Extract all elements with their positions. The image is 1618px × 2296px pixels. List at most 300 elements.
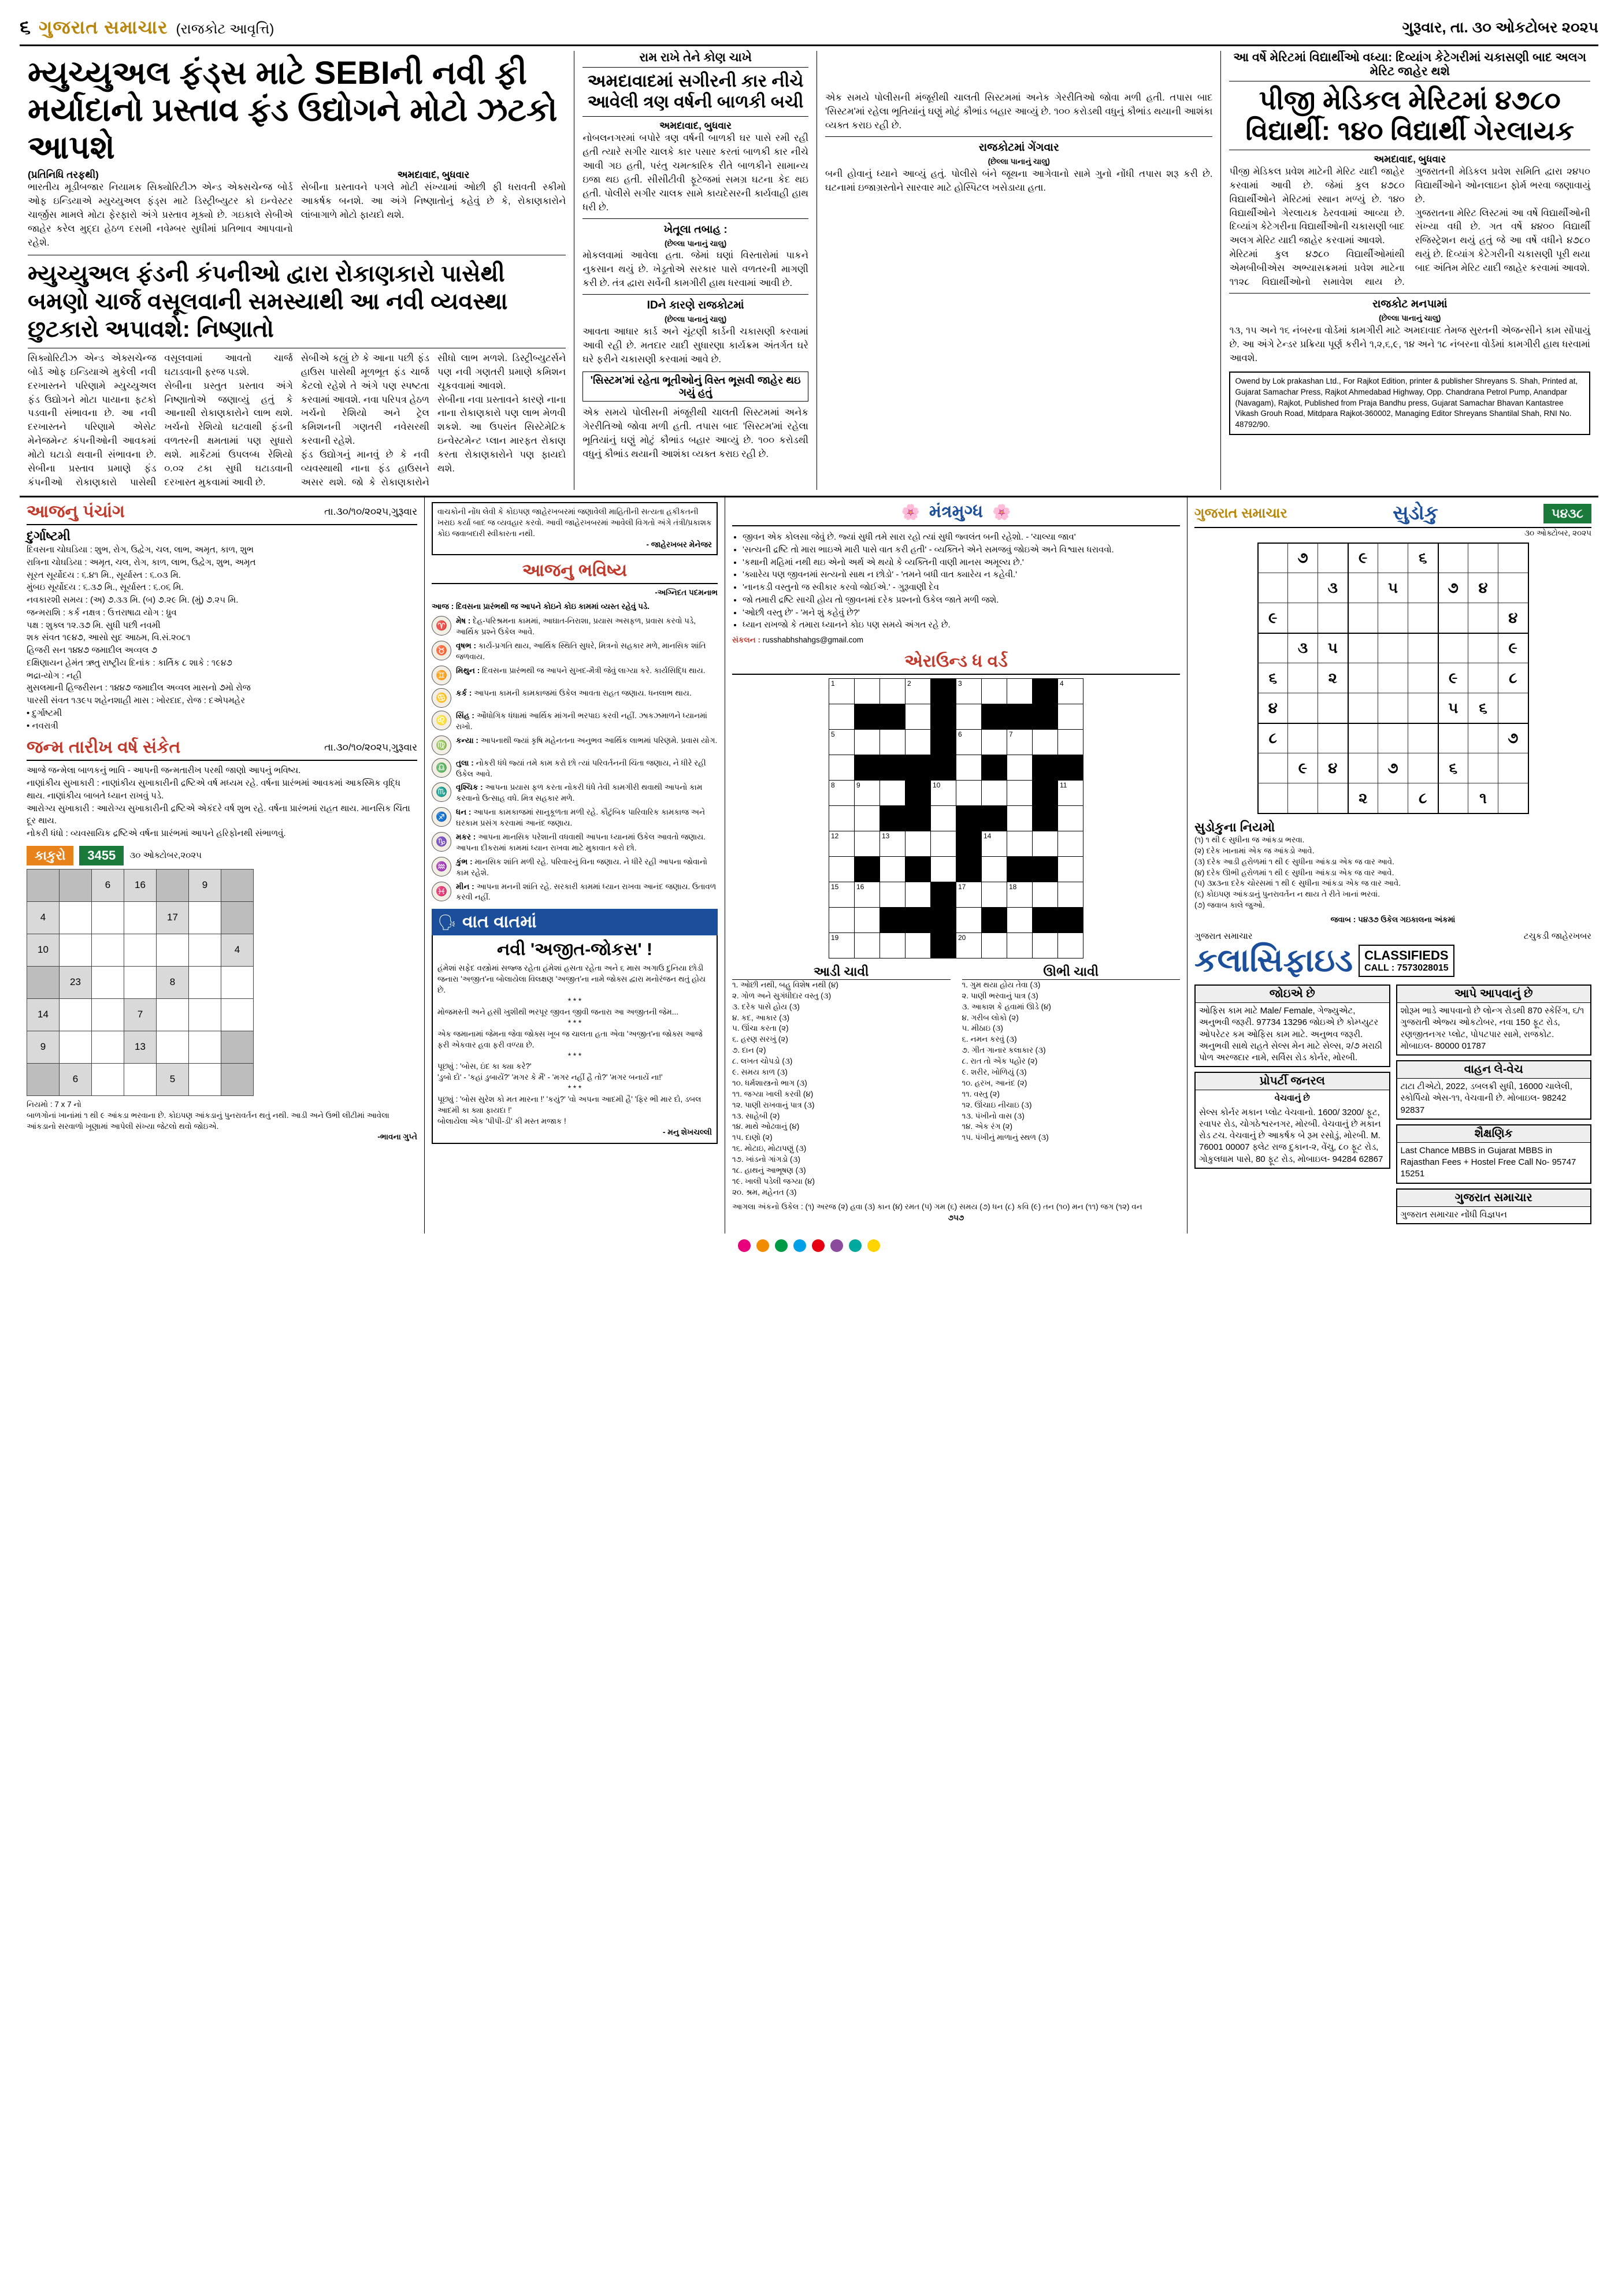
sudoku-cell[interactable]: ૩ <box>1288 633 1318 663</box>
sudoku-cell[interactable] <box>1468 543 1498 573</box>
clue: ૧૫. દાણો (૨) <box>732 1133 773 1142</box>
list-item <box>432 758 718 780</box>
list-item: • 'સત્યની દ્રષ્ટિ તો મારા ભાઇએ મારી પાસે વાત કરી હતી' - વ્યક્તિને એને સમજવું જોઇએ અને વિશ્વાસ ધરાવવો. <box>743 544 1180 556</box>
list-item: • જો તમારી દ્રષ્ટિ સાચી હોય તો જીવનમાં દરેક પ્રશ્નનો ઉકેલ જાતે મળી જશે. <box>743 594 1180 607</box>
panchang-column <box>20 497 424 1234</box>
lotus-icon-left: 🌸 <box>901 503 920 521</box>
sudoku-cell[interactable] <box>1438 783 1468 813</box>
sudoku-cell[interactable]: ૭ <box>1378 753 1408 783</box>
sudoku-cell[interactable] <box>1258 543 1288 573</box>
main-para-0: ભારતીય મૂડીબજાર નિયામક સિક્યોરિટીઝ એન્ડ એક્સચેન્જ બોર્ડ ઓફ ઇન્ડિયાએ મ્યુચ્યુઅલ ફંડ્સ માટે ડિસ્ટ્રીબ્યુટર કો ઇન્વેસ્ટર ચાર્જીસ મામલે મોટા ફેરફારો અંગે પ્રસ્તાવ મૂક્યો છે. ગઇકાલે સેબીએ જાહેર કરેલ મુદ્દા હેઠળ દસમી નવેમ્બર સુધીમાં પ્રતિભાવ આપવાનો રહેશે. <box>28 182 293 248</box>
sign-name: તુલા : <box>456 758 474 767</box>
sudoku-cell[interactable] <box>1348 693 1378 723</box>
sudoku-cell[interactable]: ૭ <box>1498 723 1528 753</box>
clue: ૭. દાન (૨) <box>732 1046 766 1055</box>
sudoku-cell[interactable] <box>1498 573 1528 603</box>
date-line: ગુરૂવાર, તા. ૩૦ ઓકટોબર ૨૦૨૫ <box>1402 18 1598 36</box>
list-item <box>432 807 718 829</box>
sign-name: કન્યા : <box>456 735 478 745</box>
reader-notice-text: વાચકોની નોંધ લેવી કે કોઇપણ જાહેરખબરમાં જણાવેલી માહિતીની સત્યતા હકીકતની ખરાઇ કર્યા બાદ જ વ્યવહાર કરવો. આવી જાહેરખબરમાં આવેલી વિગતો અંગે તંત્રી/પ્રકાશક કોઇ જવાબદારી સ્વીકારતા નથી. <box>437 507 712 538</box>
middle-zone <box>20 496 1598 1234</box>
sudoku-cell[interactable]: ૨ <box>1348 783 1378 813</box>
sudoku-cell[interactable] <box>1438 603 1468 633</box>
sudoku-cell[interactable] <box>1348 573 1378 603</box>
cancer-icon: ♋ <box>432 688 451 708</box>
sudoku-cell[interactable] <box>1258 573 1288 603</box>
story-b-text: નોબલનગરમાં બપોરે ત્રણ વર્ષની બાળકી ઘર પાસે રમી રહી હતી ત્યારે સગીર ચાલકે કાર પસાર કરતાં બાળકી કાર નીચે આવી ગઇ હતી, પરંતુ ચમત્કારિક રીતે બાળકીને સામાન્ય ઇજા થઇ હતી. સીસીટીવી ફૂટેજમાં સમગ્ર ઘટના કેદ થઇ હતી. પોલીસે સગીર ચાલક સામે કાયદેસરની કાર્યવાહી હાથ ધરી છે. <box>582 133 808 213</box>
scorpio-icon: ♏ <box>432 782 451 802</box>
sudoku-cell[interactable] <box>1468 723 1498 753</box>
paper-name: ગુજરાત સમાચાર <box>39 17 168 38</box>
sudoku-title: સુડોકુ <box>1393 502 1438 524</box>
clue: ૯. શરીર, ખોળિયું (૩) <box>962 1068 1027 1077</box>
classifieds-title: કલાસિફાઇડ <box>1194 942 1353 979</box>
story-c-sub-b-text: બની હોવાનું ધ્યાને આવ્યું હતું. પોલીસે બંને જૂથના આગેવાનો સામે ગુનો નોંધી તપાસ શરૂ કરી છે. ઘટનામાં ઇજાગ્રસ્તોને સારવાર માટે હોસ્પિટલ ખસેડાયા હતા. <box>825 168 1213 193</box>
reader-notice-sign: - જાહેરખબર મેનેજર <box>646 540 712 549</box>
story-c-headline: પીજી મેડિકલ મેરિટમાં ૪૭૮૦ વિદ્યાર્થી: ૧૪૦ વિદ્યાર્થી ગેરલાયક <box>1245 85 1575 146</box>
clue: ૬. હરણ સરખું (૨) <box>732 1035 788 1044</box>
main-col-2: સેબીના નવા પ્રસ્તાવને કારણે નાના નાના રોકાણકારો પણ લાભ મેળવી શકશે. આ ઉપરાંત સિસ્ટેમેટિક ઇન્વેસ્ટમેન્ટ પ્લાન મારફત રોકાણ કરતા રોકાણકારોને પણ ફાયદો થશે. <box>437 394 566 474</box>
clue: ૮. લખત ચોપડો (૩) <box>732 1057 793 1066</box>
rule: (૩) દરેક આડી હરોળમાં ૧ થી ૯ સુધીના આંકડા એક જ વાર આવે. <box>1194 857 1394 866</box>
classified-box <box>1396 1124 1592 1184</box>
classified-subhead: વેચવાનું છે <box>1274 1093 1310 1104</box>
crossword-title: એરાઉન્ડ ધ વર્ડ <box>732 652 1180 675</box>
story-c <box>1220 51 1598 490</box>
clue: ૧૧. જગ્યા ખાલી કરવી (૪) <box>732 1089 814 1098</box>
sign-text: આપના કામકાજમાં સાનુકૂળતા મળી રહે. કૌટુંબિક પારિવારિક કામકાજ અને ઘરકામ પ્રસંગ કરવામાં આનંદ જણાય. <box>456 808 706 828</box>
lotus-icon-right: 🌸 <box>992 503 1011 521</box>
vaat-para-5: પૂછ્યું : 'બોસ સુરેશ કો મત મારના !' 'કયું?' 'વો અપના આદમી હૈ' 'ફિર ભી માર દો, ડબલ આદમી કા ક્યા ફાયદા !' <box>437 1095 702 1114</box>
sign-text: માનસિક શાંતિ મળી રહે. પરિવારનું વિના જણાય. ને ધીરે રહી આપના જોવાનો કામ રહેશે. <box>456 857 708 877</box>
sudoku-cell[interactable] <box>1318 603 1348 633</box>
list-item: • 'નાનકડી વસ્તુનો જ સ્વીકાર કરવો જોઈએ.' - ગુરૂવાણી દેવ <box>743 581 1180 594</box>
sudoku-cell[interactable] <box>1468 633 1498 663</box>
classified-body: Last Chance MBBS in Gujarat MBBS in Rajasthan Fees + Hostel Free Call No- 95747 15251 <box>1400 1145 1576 1179</box>
kakuro-date: ૩૦ ઓક્ટોબર,૨૦૨૫ <box>129 850 202 860</box>
classified-head: ગુજરાત સમાચાર <box>1397 1190 1591 1207</box>
vaat-para-4: 'ડુબો દો' - 'કહાં ડુબાયેં?' 'મગર કે મૈં' - 'મગર નહીં હૈ તો?' 'મગર બનાયેં ના!' <box>437 1073 663 1082</box>
sign-name: કુંભ : <box>456 857 473 866</box>
email-value[interactable]: russhabhshahgs@gmail.com <box>762 636 864 644</box>
color-registration-dots <box>20 1234 1598 1252</box>
kakuro-header <box>27 846 417 865</box>
clue: ૫. ઊંચા કરતા (૨) <box>732 1024 789 1033</box>
story-b-sub-2-text: એક સમયે પોલીસની મંજૂરીથી ચાલતી સિસ્ટમમાં અનેક ગેરરીતિઓ જોવા મળી હતી. તપાસ બાદ 'સિસ્ટમ'માં રહેલા ભૂતિયાંનું ઘણું મોટું કૌભાંડ બહાર આવ્યું છે. ૧૦૦ કરોડથી વધુનું કૌભાંડ થયાની આશંકા વ્યક્ત કરાઇ રહી છે. <box>582 407 808 459</box>
sudoku-cell[interactable] <box>1498 543 1528 573</box>
sign-name: કર્ક : <box>456 688 472 697</box>
main-col-0: સેબીએ કહ્યું છે કે આના પછી ફંડ હાઉસ પાસેથી મૂળભૂત ફંડ ચાર્જ કેટલો રહેશે તે અંગે પણ સ્પષ્ટતા કરવામાં આવશે. નવા પરિપત્ર હેઠળ ખર્ચનો રેશિયો અને ટ્રેલ કમિશનની ગણતરી નવેસરથી કરવાની રહેશે. <box>300 352 429 447</box>
list-item <box>432 666 718 685</box>
panchang-line-9: દક્ષિણાયન હેમંત ઋતુ રાષ્ટ્રીય દિનાંક : કાર્તિક ૮ શાકે : ૧૯૪૭ <box>27 657 232 668</box>
classified-head: આપે આપવાનું છે <box>1397 986 1591 1003</box>
sudoku-cell[interactable] <box>1348 723 1378 753</box>
list-item <box>432 688 718 708</box>
sudoku-cell[interactable] <box>1498 753 1528 783</box>
masthead <box>20 16 1598 46</box>
sudoku-cell[interactable] <box>1378 783 1408 813</box>
main-story <box>20 51 574 490</box>
sudoku-cell[interactable]: ૧ <box>1468 783 1498 813</box>
sudoku-cell[interactable] <box>1318 693 1348 723</box>
down-list <box>962 980 1181 1143</box>
sudoku-cell[interactable] <box>1408 723 1438 753</box>
classified-box <box>1194 984 1390 1067</box>
story-c-sub-a-text: ૧૩, ૧૫ અને ૧૬ નંબરના વોર્ડમાં કામગીરી માટે અમદાવાદ તેમજ સુરતની એજન્સીને કામ સોંપાયું છે. આ અંગે ટેન્ડર પ્રક્રિયા પૂર્ણ કરીને ૧,૨,૬,૯, ૧૪ અને ૧૮ નંબરના વોર્ડમાં કામગીરી હાથ ધરવામાં આવશે. <box>1229 325 1590 363</box>
sign-text: આપના મનની શાંતિ રહે. સરકારી કામમાં ધ્યાન રાખવા આનંદ જણાય. ઉતાવળ કરવી નહીં. <box>456 882 717 902</box>
story-b-sub-0-note: (છેલ્લા પાનાનું ચાલુ) <box>664 239 727 248</box>
vaat-title: વાત વાતમાં <box>462 912 537 932</box>
clue: ૧૩. પંખીનો વાસ (૩) <box>962 1111 1025 1120</box>
clue: ૧૪. એક રંગ (૨) <box>962 1122 1013 1131</box>
rule: (૨) દરેક ખાનામાં એક જ આંકડો આવે. <box>1194 846 1315 855</box>
sudoku-cell[interactable]: ૪ <box>1258 693 1288 723</box>
list-item: • 'ક્યારેય પણ જીવનમાં સત્યનો સાથ ન છોડો' - 'તમને બધી વાત ક્યારેય ન કહેવી.' <box>743 569 1180 581</box>
sudoku-cell[interactable] <box>1288 723 1318 753</box>
sudoku-cell[interactable] <box>1258 783 1288 813</box>
birthday-para-3: નોકરી ધંધો : વ્યવસાયિક દ્રષ્ટિએ વર્ષના પ્રારંભમાં આપને હરિફોનથી સંભાળવું. <box>27 829 286 838</box>
crossword-page-no: ૭૫૭ <box>948 1213 964 1222</box>
sudoku-cell[interactable] <box>1378 543 1408 573</box>
clue: ૧૯. ખાલી પડેલી જગ્યા (૪) <box>732 1176 815 1186</box>
crossword-grid[interactable]: 1 2 3 4 5 6 7 8 9 10 11 12 13 14 15 16 17 18 19 20 <box>829 678 1083 958</box>
sudoku-grid[interactable] <box>1257 543 1529 814</box>
vaat-para-1: મોજમસ્તી અને હસી ખુશીથી ભરપૂર જીવન જીવી જનારા આ અજીતની જેમ... <box>437 1007 679 1016</box>
sign-text: આપના કામની કામકાજમાં ઉકેલ આવતા રાહત જણાય. ધનલાભ થાય. <box>474 688 692 697</box>
panchang-line-4: નવકારશી સમય : (અ) ૭.૩૩ મિ. (બ) ૭.૨૯ મિ. (મું) ૭.૨૫ મિ. <box>27 595 239 605</box>
rule: (૫) ૩x૩ના દરેક ચોરસમાં ૧ થી ૯ સુધીના આંકડા એક જ વાર આવે. <box>1194 879 1401 888</box>
classified-body: સેલ્સ કોર્નર મકાન પ્લોટ વેચવાનો. 1600/ 3200/ ફૂટ, રવાપર રોડ, ચોગઠેશ્વરનગર, મોરબી. વેચવાનું છે મકાન રોડ ટચ. વેચવાનું છે આકર્ષક બે રૂમ રસોડું, મોરબી. M. 76001 00007 ફ્લેટ રાજ દુકાન-૨, વેંચુ, ૮૦ ફૂટ રોડ, ગોકુલધામ પાસે, 80 ફૂટ રોડ, મોબાઇલ- 94284 62867 <box>1199 1107 1383 1164</box>
sudoku-cell[interactable]: ૯ <box>1348 543 1378 573</box>
panchang-header <box>27 502 417 525</box>
kakuro-rule: નિયમો : 7 x 7 નો <box>27 1099 81 1109</box>
sudoku-cell[interactable] <box>1288 573 1318 603</box>
story-b-dateline: અમદાવાદ, બુધવાર <box>659 120 732 131</box>
mantramugdh-list <box>743 531 1180 631</box>
list-item: • ધ્યાન રાખજો કે તમારા ધ્યાનને કોઇ પણ સમયે અંગત રહે છે. <box>743 619 1180 631</box>
panchang-tag-1: • નવરાત્રી <box>27 720 58 731</box>
clue: ૧. ઓછી નથી, બહુ વિશેષ નથી (૪) <box>732 980 838 989</box>
sudoku-cell[interactable] <box>1378 603 1408 633</box>
vaat-para-0: હંમેશાં સફેદ વસ્ત્રોમાં સજ્જ રહેતા હંમેશાં હસતા રહેતા અને ૬ માસ અગાઉ દુનિયા છોડી જનારા 'અજીત'ના બોલાયેલા વિલક્ષણ 'અજીત'ના નામે જોક્સ દ્વારા મનોરંજન થતું હોય છે. <box>437 964 706 995</box>
libra-icon: ♎ <box>432 758 451 778</box>
sign-name: મેષ : <box>456 616 471 626</box>
story-b-sub-2-title: 'સિસ્ટમ'માં રહેતા ભૂતીઓનું વિસ્ત ભૂસવી જાહેર થઇ ગયું હતું <box>582 371 808 402</box>
sign-name: વૃષભ : <box>456 641 477 651</box>
list-item <box>432 782 718 804</box>
sudoku-cell[interactable] <box>1378 633 1408 663</box>
story-c-kicker: આ વર્ષે મેરિટમાં વિદ્યાર્થીઓ વધ્યા: દિવ્યાંગ કેટેગરીમાં ચકાસણી બાદ અલગ મેરિટ જાહેર થશે <box>1229 51 1590 81</box>
horoscope-author: -અગ્નિદત પદમનાભ <box>655 588 718 597</box>
birthday-para-1: નાણાંકીય સુખાકારી : નાણાંકીય સુખાકારીની દ્રષ્ટિએ વર્ષ મધ્યમ રહે. વર્ષના પ્રારંભમાં આવકમાં આકસ્મિક વૃદ્ધિ થાય. નાણાંકીય બાબતે ધ્યાન રાખવું પડે. <box>27 778 400 801</box>
clue: ૨. પાણી ભરવાનું પાત્ર (૩) <box>962 991 1038 1000</box>
story-c-body <box>1229 165 1590 289</box>
sudoku-cell[interactable]: ૬ <box>1468 693 1498 723</box>
clue: ૧૦. હરખ, આનંદ (૨) <box>962 1078 1027 1087</box>
clue: ૩. દરેક પાસે હોય (૩) <box>732 1002 800 1011</box>
list-item <box>432 882 718 904</box>
sign-text: આપનાથી જ્યાં કૃષિ મહેનતના અનુભવ આર્થિક લાભમાં પરિણમે. પ્રવાસ યોગ. <box>480 735 718 745</box>
vaat-vatma-panel: 🗣 વાત વાતમાં નવી 'અજીત-જોકસ' ! હંમેશાં સફેદ વસ્ત્રોમાં સજ્જ રહેતા હંમેશાં હસતા રહેતા અને ૬ માસ અગાઉ દુનિયા છોડી જનારા 'અજીત'ના બોલાયેલા વિલક્ષણ 'અજીત'ના નામે જોક્સ દ્વારા મનોરંજન થતું હોય છે. * * * મોજમસ્તી અને હસી ખુશીથી ભરપૂર જીવન જીવી જનારા આ અજીતની જેમ... * * * એક જમાનામાં જેમના જેવા જોક્સ ખૂબ જ ચાલતા હતા એવા 'અજીત'ના જોક્સ આજે ફરી એકવાર હવા ફરી વળ્યા છે. * * * પૂછ્યું : 'બોસ, ઇંદ કા ક્યા કરે?' 'ડુબો દો' - 'કહાં ડુબાયેં?' 'મગર કે મૈં' - 'મગર નહીં હૈ તો?' 'મગર બનાયેં ના!' * * * પૂછ્યું : 'બોસ સુરેશ કો મત મારના !' 'કયું?' 'વો અપના આદમી હૈ' 'ફિર ભી માર દો, ડબલ આદમી કા ક્યા ફાયદા !' બોલાયેલા એક 'પીપી-ડી' કી મસ્ત મજાક ! - મનુ શેખચલ્લી <box>432 909 718 1143</box>
main-subhead: મ્યુચ્યુઅલ ફંડની કંપનીઓ દ્વારા રોકાણકારો પાસેથી બમણો ચાર્જ વસૂલવાની સમસ્યાથી આ નવી વ્યવસ્થા છુટકારો અપાવશે: નિષ્ણાતો <box>28 255 566 348</box>
sudoku-cell[interactable] <box>1468 663 1498 693</box>
story-b-kicker: રામ રાખે તેને કોણ ચાખે <box>582 51 808 68</box>
sudoku-cell[interactable] <box>1288 663 1318 693</box>
clue: ૪. કદ, આકાર (૩) <box>732 1013 790 1022</box>
classified-body: ગુજરાત સમાચાર નોંધી વિજ્ઞપન <box>1400 1209 1507 1220</box>
classified-head: વાહન લે-વેચ <box>1397 1061 1591 1079</box>
sudoku-cell[interactable] <box>1258 633 1288 663</box>
clue: ૧૪. માથે ઓઢવાનું (૪) <box>732 1122 800 1131</box>
clue: ૧. ગુમ થયા હોય તેવા (૩) <box>962 980 1041 989</box>
sudoku-cell[interactable]: ૮ <box>1258 723 1288 753</box>
main-para-3: સેબીના પ્રસ્તાવને પગલે મોટી સંખ્યામાં ઓછી ફી ધરાવતી સ્કીમો આકર્ષક બનશે. આ અંગે નિષ્ણાતોનું કહેવું છે કે, રોકાણકારોને લાંબાગાળે મોટો ફાયદો થશે. <box>300 182 566 221</box>
speaker-icon: 🗣 <box>437 913 457 931</box>
sudoku-cell[interactable] <box>1438 633 1468 663</box>
sudoku-cell[interactable] <box>1348 633 1378 663</box>
sudoku-cell[interactable] <box>1288 783 1318 813</box>
mantramugdh-title: મંત્રમુગ્ધ <box>929 502 984 521</box>
sign-name: મકર : <box>456 833 476 842</box>
sudoku-cell[interactable]: ૩ <box>1318 573 1348 603</box>
panchang-heading: દુર્ગાષ્ટમી <box>27 529 70 543</box>
kakuro-grid[interactable]: 6 16 9 4 17 10 4 23 8 14 7 9 13 6 5 <box>27 869 254 1096</box>
panchang-line-8: હિજરી સન ૧૪૪૭ જમાદીલ અવ્વલ ૭ <box>27 645 157 655</box>
sudoku-cell[interactable] <box>1288 603 1318 633</box>
sudoku-cell[interactable]: ૪ <box>1468 573 1498 603</box>
sudoku-cell[interactable] <box>1378 693 1408 723</box>
sign-text: કાર્ય-પ્રગતિ થાય, આર્થિક સ્થિતિ સુધરે, મિત્રનો સહકાર મળે, માનસિક શાંતિ જળવાય. <box>456 641 706 662</box>
panchang-line-10: ભદ્રા-યોગ : નહી <box>27 670 82 681</box>
clue: ૧૫. પંખીનું માળાનું સ્થળ (૩) <box>962 1133 1049 1142</box>
kakuro-author: -ભાવના ગુપ્તે <box>377 1132 417 1142</box>
sudoku-cell[interactable] <box>1438 723 1468 753</box>
list-item: • જીવન એક કોલસા જેવું છે. જ્યાં સુધી તમે સારા રહો ત્યાં સુધી જ્વલંત બની રહેશો. - 'ચાલ્યા જાવ' <box>743 531 1180 544</box>
sudoku-number: ૫૪૩૮ <box>1543 504 1591 523</box>
clue: ૧૧. વસ્તુ (૨) <box>962 1089 1000 1098</box>
sudoku-cell[interactable] <box>1408 663 1438 693</box>
sudoku-cell[interactable]: ૬ <box>1258 663 1288 693</box>
story-b-sub-1-note: (છેલ્લા પાનાનું ચાલુ) <box>664 315 727 324</box>
clue: ૧૭. ખાંડનો ગાંગડો (૩) <box>732 1155 801 1164</box>
sudoku-cell[interactable]: ૯ <box>1498 633 1528 663</box>
sudoku-cell[interactable]: ૯ <box>1288 753 1318 783</box>
list-item <box>432 735 718 755</box>
imprint: Owend by Lok prakashan Ltd., For Rajkot Edition, printer & publisher Shreyans S. Shah, Printed at, Gujarat Samachar Press, Rajkot Ahmedabad Highway, Opp. Chandrana Petrol Pump, Anandpar (Navagam), Rajkot, Published from Praja Bandhu press, Gujarat Samachar Bhavan Kantastree Vikash Grouh Road, Mitdpara Rajkot-360002, Managing Editor Shreyans Shantilal Shah, RNI No. 48792/90. <box>1229 371 1590 435</box>
classifieds-panel <box>1194 931 1591 1229</box>
panchang-lines <box>27 544 417 732</box>
panchang-line-6: પક્ષ : શુક્લ ૧૨.૩૭ મિ. સુધી પછી નવમી <box>27 620 161 630</box>
vaat-headline: નવી 'અજીત-જોકસ' ! <box>496 940 653 960</box>
sudoku-cell[interactable] <box>1348 753 1378 783</box>
sudoku-cell[interactable]: ૫ <box>1378 573 1408 603</box>
kakuro-label: કાકુરો <box>27 846 73 865</box>
sudoku-cell[interactable] <box>1408 753 1438 783</box>
horoscope-list <box>432 616 718 903</box>
classified-box <box>1396 984 1592 1056</box>
sudoku-cell[interactable] <box>1318 723 1348 753</box>
classified-head: જોઇએ છે <box>1196 986 1389 1003</box>
panchang-line-0: દિવસના ચોઘડિયા : શુભ, રોગ, ઉદ્વેગ, ચલ, લાભ, અમૃત, કાળ, શુભ <box>27 545 254 555</box>
classifieds-brand: ગુજરાત સમાચાર <box>1194 931 1253 942</box>
clue: ૮. રાત તો એક પહોર (૨) <box>962 1057 1038 1066</box>
main-col-1: ફંડ ઉદ્યોગનું માનવું છે કે નવી વ્યવસ્થાથી નાના ફંડ હાઉસને અસર થશે. જો કે રોકાણકારોને સીધો લાભ મળશે. ડિસ્ટ્રીબ્યુટર્સને પણ નવી ગણતરી પ્રમાણે કમિશન ચૂકવવામાં આવશે. <box>300 352 566 488</box>
list-item <box>432 711 718 733</box>
sudoku-date: ૩૦ ઓક્ટોબર, ૨૦૨૫ <box>1524 529 1591 537</box>
clue: ૭. ગીત ગાનાર કલાકાર (૩) <box>962 1046 1046 1055</box>
sudoku-cell[interactable]: ૬ <box>1438 753 1468 783</box>
birthday-title: જન્મ તારીખ વર્ષ સંકેત <box>27 738 181 757</box>
gemini-icon: ♊ <box>432 666 451 685</box>
panchang-line-11: મુસલમાની હિજરીસન : ૧૪૪૭ જમાદીલ અવ્વલ માસનો ૭મો રોજ <box>27 683 251 693</box>
story-b-extra-text: એક સમયે પોલીસની મંજૂરીથી ચાલતી સિસ્ટમમાં અનેક ગેરરીતિઓ જોવા મળી હતી. તપાસ બાદ 'સિસ્ટમ'માં રહેલા ભૂતિયાંનું ઘણું મોટું કૌભાંડ બહાર આવ્યું છે. ૧૦૦ કરોડથી વધુનું કૌભાંડ થયાની આશંકા વ્યક્ત કરાઇ રહી છે. <box>825 92 1213 131</box>
sudoku-cell[interactable] <box>1408 603 1438 633</box>
story-c-sub-b-note: (છેલ્લા પાનાનું ચાલુ) <box>988 157 1050 166</box>
panchang-line-1: રાત્રિના ચોઘડિયા : અમૃત, ચલ, રોગ, કાળ, લાભ, ઉદ્વેગ, શુભ, અમૃત <box>27 557 256 567</box>
sudoku-cell[interactable] <box>1468 753 1498 783</box>
vaat-para-3: પૂછ્યું : 'બોસ, ઇંદ કા ક્યા કરે?' <box>437 1062 532 1071</box>
capricorn-icon: ♑ <box>432 832 451 852</box>
clue: ૧૨. ઊંચાઇ નીચાઇ (૩) <box>962 1100 1032 1109</box>
classified-box <box>1396 1060 1592 1120</box>
sudoku-cell[interactable] <box>1498 783 1528 813</box>
sudoku-cell[interactable] <box>1498 693 1528 723</box>
main-headline: મ્યુચ્યુઅલ ફંડ્સ માટે SEBIની નવી ફી મર્યાદાનો પ્રસ્તાવ ફંડ ઉદ્યોગને મોટો ઝટકો આપશે <box>28 54 558 165</box>
sign-name: સિંહ : <box>456 711 474 720</box>
leo-icon: ♌ <box>432 711 451 730</box>
panchang-tag-0: • દુર્ગાષ્ટમી <box>27 708 62 718</box>
sudoku-cell[interactable] <box>1348 603 1378 633</box>
classified-body: શોરૂમ ભાડે આપવાનો છે લોન્ગ રોડથી 870 સ્કેરિંગ, ૬/૧ ગુજરાતી એજ્ય ઓકટોબર, નવા 150 ફૂટ રોડ, રણજીતનગર પ્લોટ, પોપટપાર સામે, રાજકોટ. મોબાઇલ- 80000 01787 <box>1400 1006 1584 1051</box>
panchang-line-7: શક સંવત ૧૯૪૭, આસો સુદ આઠમ, વિ.સં.૨૦૮૧ <box>27 633 191 643</box>
sudoku-cell[interactable]: ૭ <box>1438 573 1468 603</box>
vaat-para-6: બોલાયેલા એક 'પીપી-ડી' કી મસ્ત મજાક ! <box>437 1116 566 1125</box>
story-c-col-3: ગુજરાતના મેરિટ લિસ્ટમાં આ વર્ષે વિદ્યાર્થીઓની સંખ્યા વધી છે. ગત વર્ષે ૪૪૦૦ વિદ્યાર્થી રજિસ્ટ્રેશન થયું હતું જે આ વર્ષે વધીને ૪૭૮૦ થયું છે. દિવ્યાંગ કેટેગરીની ચકાસણી પૂરી થયા બાદ અંતિમ મેરિટ યાદી જાહેર કરવામાં આવશે. <box>1415 207 1590 274</box>
virgo-icon: ♍ <box>432 735 451 755</box>
clue: ૪. ગરીબ લોકો (૨) <box>962 1013 1019 1022</box>
clue: ૬. નમન કરવું (૩) <box>962 1035 1017 1044</box>
panchang-title: આજનુ પંચાંગ <box>27 502 125 521</box>
page-number: ૬ <box>20 16 31 38</box>
sign-name: ધન : <box>456 808 472 817</box>
sudoku-cell[interactable] <box>1408 633 1438 663</box>
sudoku-cell[interactable] <box>1378 723 1408 753</box>
top-stories-zone <box>20 51 1598 490</box>
panchang-line-3: મુંબઇ સૂર્યોદય : ૬.૩૭ મિ., સૂર્યાસ્ત : ૬.૦૬ મિ. <box>27 582 184 593</box>
sudoku-cell[interactable] <box>1408 573 1438 603</box>
sign-name: મિથુન : <box>456 666 480 675</box>
main-dateline: અમદાવાદ, બુધવાર <box>397 169 470 181</box>
aquarius-icon: ♒ <box>432 857 451 876</box>
sudoku-cell[interactable]: ૯ <box>1258 603 1288 633</box>
kakuro-note: બાળગોનાં ખાનાંમાં ૧ થી ૯ આંકડા ભરવાના છે. કોઇપણ આંકડાનું પુનરાવર્તન થતું નથી. આડી અને ઉભી લીટીમાં આવેલા આંકડાનો સરવાળો ખૂણામાં આપેલી સંખ્યા જેટલો થવો જોઇએ. <box>27 1110 389 1131</box>
sudoku-rules-title: સુડોકુના નિયમો <box>1194 819 1275 834</box>
across-title: આડી ચાવી <box>732 964 951 980</box>
sudoku-cell[interactable] <box>1468 603 1498 633</box>
sudoku-answer-line: જવાબ : ૫૪૩૭ ઉકેલ ગઇકાલના અંકમાં <box>1330 915 1456 924</box>
sudoku-cell[interactable] <box>1318 783 1348 813</box>
sudoku-cell[interactable] <box>1408 693 1438 723</box>
clue: ૨૦. શ્રમ, મહેનત (૩) <box>732 1187 797 1197</box>
clue: ૯. સમય કાળ (૩) <box>732 1068 788 1077</box>
rule: (૬) કોઇપણ આંકડાનું પુનરાવર્તન ન થાય તે રીતે ખાનાં ભરવાં. <box>1194 890 1380 899</box>
aries-icon: ♈ <box>432 616 451 636</box>
birthday-body <box>27 764 417 840</box>
story-b-headline: અમદાવાદમાં સગીરની કાર નીચે આવેલી ત્રણ વર્ષની બાળકી બચી <box>587 72 804 112</box>
sign-text: આપના માનસિક પરેશાની વધવાથી આપના ધ્યાનમાં ઉકેલ આવતો જણાય. આપના દીકરામાં કામમાં ધ્યાન રાખવા માટે મુકાવાત કરો છો. <box>456 833 706 852</box>
classified-body: ટાટા ટીએટો, 2022, ડબલક્રી સુધી, 16000 ચાલેલી, સ્કોર્પિયો એસ-૧૧, વેચવાની છે. મોબાઇલ- 98242 92837 <box>1400 1082 1572 1115</box>
classified-head: પ્રોપર્ટી જનરલ <box>1196 1073 1389 1090</box>
down-title: ઊભી ચાવી <box>962 964 1181 980</box>
clue: ૧૦. ધર્મશાસ્ત્રનો ભાગ (૩) <box>732 1078 807 1087</box>
birthday-para-0: આજે જન્મેલા બાળકનું ભાવિ - આપની જન્મતારીખ પરથી જાણો આપનું ભવિષ્ય. <box>27 766 301 776</box>
list-item <box>432 857 718 879</box>
classified-body: ઓફિસ કામ માટે Male/ Female, ગેજ્યુએટ, અનુભવી જરૂરી. 97734 13296 જોઇએ છે કોમ્પ્યુટર ઓપરેટર કમ ઓફિસ કામ માટે. અનુભવ જરૂરી. અનુભવી સાથે રાહતે સેલ્સ મેન માટે સેલ્સ, ૨/૭ મરાઠી પોળ અરજદાર નામે, સર્વિસ રોડ કોર્નર, મોરબી. <box>1199 1006 1382 1063</box>
taurus-icon: ♉ <box>432 641 451 660</box>
sudoku-rules <box>1194 835 1591 911</box>
sudoku-cell[interactable]: ૭ <box>1288 543 1318 573</box>
sudoku-cell[interactable]: ૨ <box>1318 663 1348 693</box>
crossword-answer: આગલા અંકનો ઉકેલ : (૧) અરજ (૨) હવા (૩) કાન (૪) રમત (૫) ગમ (૬) સમય (૭) ધન (૮) કવિ (૯) તન (૧૦) મન (૧૧) જગ (૧૨) વન <box>732 1202 1142 1211</box>
rule: (૭) જવાબ કાલે જુઓ. <box>1194 901 1265 910</box>
list-item: • 'ઓછી વસ્તુ છે' - 'મને શું કહેવું છે?' <box>743 607 1180 619</box>
sign-text: આપના પ્રયાસ ફળ કરતા નોકરી ધંધે તેવી કામગીરી થવાથી આપનો કામ કરવાનો ઉત્સાહ વધે. મિત્ર સહકાર મળે. <box>456 783 703 803</box>
sudoku-column <box>1187 497 1598 1234</box>
story-c-sub-b-title: રાજકોટમાં ગેંગવાર <box>978 141 1059 154</box>
sagittarius-icon: ♐ <box>432 807 451 827</box>
sudoku-cell[interactable]: ૫ <box>1438 693 1468 723</box>
main-para-1: સિક્યોરિટીઝ એન્ડ એક્સચેન્જ બોર્ડ ઓફ ઇન્ડિયાએ મુકેલી નવી દરખાસ્તને પરિણામે મ્યુચ્યુઅલ ફંડ ઉદ્યોગને મોટા પાયાના ફટકો પડવાની સંભાવના છે. આ નવી દરખાસ્તને પરિણામે એસેટ મેનેજમેન્ટ કંપનીઓની આવકમાં મોટો ઘટાડો થવાની સંભાવના છે. સેબીના પ્રસ્તાવ પ્રમાણે ફંડ કંપનીઓ રોકાણકારો પાસેથી વસૂલવામાં આવતો ચાર્જ ઘટાડવાની ફરજ પડશે. <box>28 352 293 488</box>
sudoku-cell[interactable]: ૪ <box>1318 753 1348 783</box>
sudoku-cell[interactable] <box>1378 663 1408 693</box>
sign-name: વૃશ્ચિક : <box>456 783 483 792</box>
birthday-header <box>27 738 417 761</box>
sign-text: ઔધોગિક ધંધામાં આર્થિક માંગની ભરપાઇ કરવી નહીં. ઝાકઝમાળને ધ્યાનમાં રાખો. <box>456 711 707 731</box>
sudoku-cell[interactable] <box>1348 663 1378 693</box>
list-item <box>432 616 718 638</box>
sudoku-cell[interactable] <box>1258 753 1288 783</box>
clue: ૧૮. હાથનું આભૂષણ (૩) <box>732 1166 806 1175</box>
mantramugdh-column <box>725 497 1187 1234</box>
story-b-sub-0-text: મોકલવામાં આવેલા હતા. જેમાં ઘણાં વિસ્તારોમાં પાકને નુકસાન થયું છે. ખેડૂતોએ સરકાર પાસે વળતરની માગણી કરી છે. તંત્ર દ્વારા સર્વેની કામગીરી હાથ ધરવામાં આવી છે. <box>582 250 808 289</box>
kakuro-number: 3455 <box>79 846 124 865</box>
sudoku-cell[interactable] <box>1288 693 1318 723</box>
story-b-sub-1-text: આવતા આધાર કાર્ડ અને ચૂંટણી કાર્ડની ચકાસણી કરવામાં આવી રહી છે. મતદાર યાદી સુધારણા કાર્યક્રમ અંતર્ગત ઘરે ઘરે ફરીને ચકાસણી કરવામાં આવે છે. <box>582 326 808 365</box>
sudoku-cell[interactable]: ૯ <box>1438 663 1468 693</box>
sign-text: દિવસના પ્રારંભથી જ આપને સુખદ-મૈત્રી જેવું લાગ્યા કરે. કાર્યસિદ્ધિ થાય. <box>482 666 706 675</box>
clue: ૫. મીઠાઇ (૩) <box>962 1024 1003 1033</box>
sudoku-cell[interactable]: ૮ <box>1408 783 1438 813</box>
sudoku-cell[interactable]: ૪ <box>1498 603 1528 633</box>
sudoku-cell[interactable]: ૮ <box>1498 663 1528 693</box>
horoscope-column <box>424 497 725 1234</box>
sudoku-cell[interactable]: ૬ <box>1408 543 1438 573</box>
panchang-line-2: સૂરત સૂર્યોદય : ૬.૪૧ મિ., સૂર્યાસ્ત : ૬.૦૩ મિ. <box>27 570 181 580</box>
classified-box <box>1194 1072 1390 1169</box>
horoscope-title: આજનુ ભવિષ્ય <box>432 561 718 584</box>
classifieds-call[interactable]: CALL : 7573028015 <box>1364 963 1449 973</box>
sudoku-cell[interactable]: ૫ <box>1318 633 1348 663</box>
sudoku-cell[interactable] <box>1318 543 1348 573</box>
sudoku-cell[interactable] <box>1438 543 1468 573</box>
story-c-sub-a-title: રાજકોટ મનપામાં <box>1372 298 1448 311</box>
horoscope-intro: આજ : દિવસના પ્રારંભથી જ આપને કોઇને કોઇ કામમાં વ્યસ્ત રહેવું પડે. <box>432 602 650 611</box>
rule: (૪) દરેક ઊભી હરોળમાં ૧ થી ૯ સુધીના આંકડા એક જ વાર આવે. <box>1194 868 1394 877</box>
vaat-para-2: એક જમાનામાં જેમના જેવા જોક્સ ખૂબ જ ચાલતા હતા એવા 'અજીત'ના જોક્સ આજે ફરી એકવાર હવા ફરી વળ્યા છે. <box>437 1029 703 1049</box>
story-c-col-1: પીજી મેડિકલ પ્રવેશ માટેની મેરિટ યાદી જાહેર કરવામાં આવી છે. જેમાં કુલ ૪૭૮૦ વિદ્યાર્થીઓને મેરિટમાં સ્થાન મળ્યું છે. ૧૪૦ વિદ્યાર્થીઓને ગેરલાયક ઠેરવવામાં આવ્યા છે. દિવ્યાંગ કેટેગરીના વિદ્યાર્થીઓની ચકાસણી બાદ અલગ મેરિટ યાદી જાહેર કરવામાં આવશે. <box>1229 166 1405 246</box>
email-label: સંકલન : <box>732 636 760 644</box>
story-b-extra <box>817 51 1220 490</box>
